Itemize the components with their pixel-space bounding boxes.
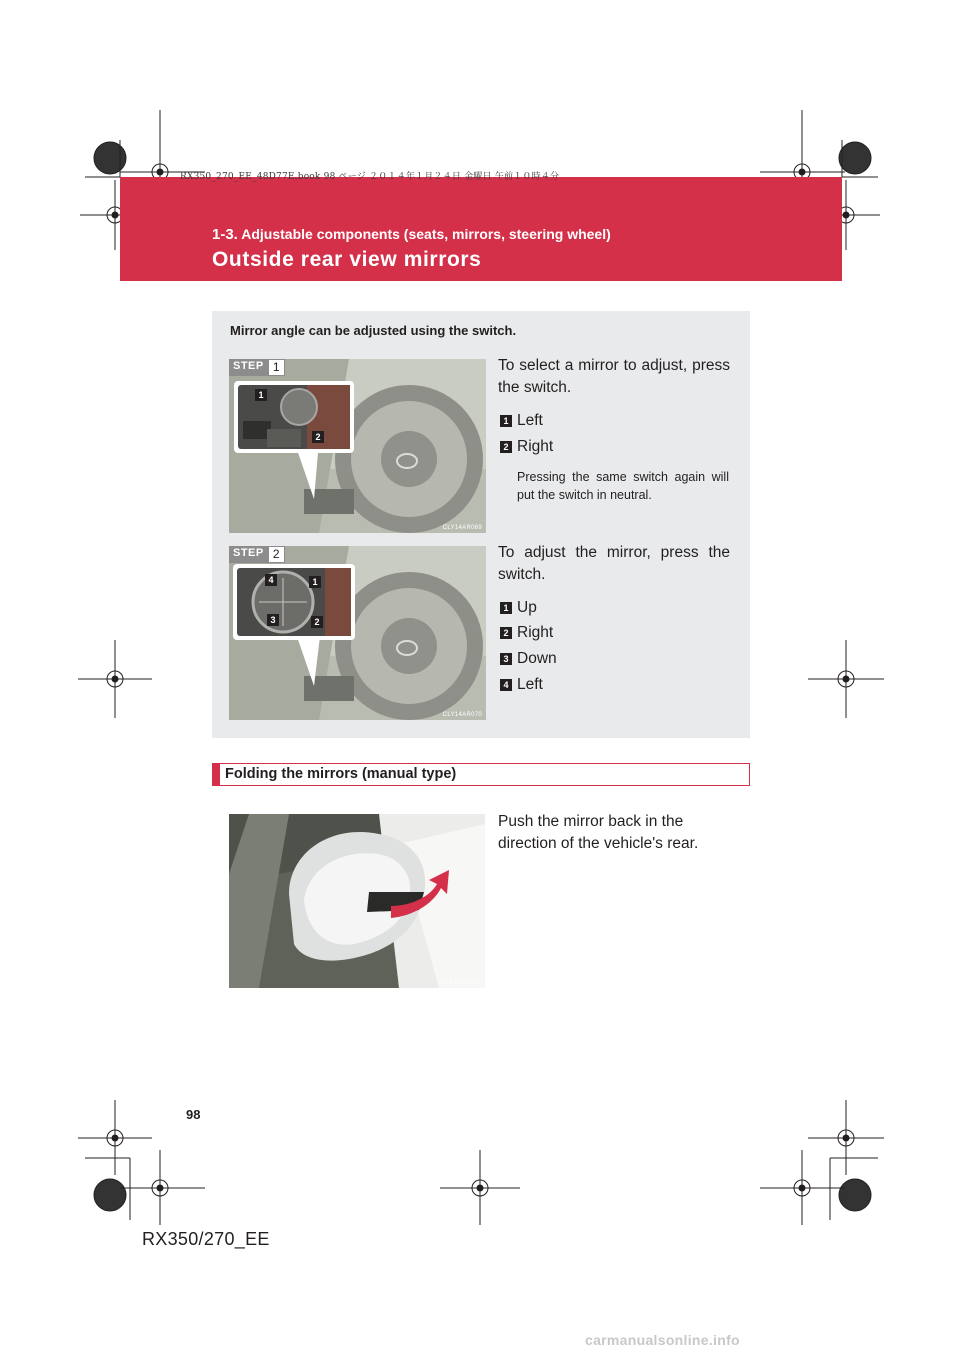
callout-badge: 1 bbox=[309, 576, 321, 588]
marker-badge: 1 bbox=[500, 415, 512, 427]
marker-badge: 4 bbox=[500, 679, 512, 691]
item-label: Left bbox=[517, 412, 543, 429]
page-number: 98 bbox=[186, 1107, 201, 1122]
step-word: STEP bbox=[229, 359, 268, 376]
callout-badge: 3 bbox=[267, 614, 279, 626]
step-word: STEP bbox=[229, 546, 268, 563]
list-item bbox=[500, 623, 553, 643]
folding-heading: Folding the mirrors (manual type) bbox=[212, 763, 750, 786]
step-1-note: Pressing the same switch again will put the switch in neutral. bbox=[517, 470, 729, 502]
marker-badge: 1 bbox=[500, 602, 512, 614]
step-2-figure bbox=[229, 546, 486, 720]
figure-code: CLY14AR070 bbox=[442, 712, 482, 718]
marker-badge: 2 bbox=[500, 441, 512, 453]
item-label: Down bbox=[517, 650, 557, 667]
step-1-text: To select a mirror to adjust, press the switch. bbox=[498, 357, 730, 396]
marker-badge: 2 bbox=[500, 627, 512, 639]
item-label: Right bbox=[517, 624, 554, 641]
section-label bbox=[212, 226, 611, 243]
marker-badge: 3 bbox=[500, 653, 512, 665]
item-label: Up bbox=[517, 599, 537, 616]
step-1-figure bbox=[229, 359, 486, 533]
folding-text: Push the mirror back in the direction of the vehicle's rear. bbox=[498, 813, 699, 852]
step-2-tag bbox=[229, 546, 285, 563]
callout-badge: 1 bbox=[255, 389, 267, 401]
step-number: 2 bbox=[268, 546, 285, 563]
figure-code: CLY14AR071 bbox=[441, 980, 481, 986]
folding-figure bbox=[229, 814, 485, 988]
watermark: carmanualsonline.info bbox=[585, 1332, 740, 1348]
step-1-tag bbox=[229, 359, 285, 376]
intro-text: Mirror angle can be adjusted using the switch. bbox=[230, 323, 517, 338]
mirror-fold-illustration-icon bbox=[229, 814, 485, 988]
step-number: 1 bbox=[268, 359, 285, 376]
step-2-text: To adjust the mirror, press the switch. bbox=[498, 544, 730, 583]
section-title: Adjustable components (seats, mirrors, steering wheel) bbox=[241, 226, 611, 242]
footer-model: RX350/270_EE bbox=[142, 1229, 270, 1249]
section-number: 1-3. bbox=[212, 226, 238, 243]
item-label: Left bbox=[517, 676, 543, 693]
item-label: Right bbox=[517, 438, 554, 455]
print-slug: RX350_270_EE_48D77E.book 98 ページ ２０１４年１月２４日 金曜日 午前１０時４分 bbox=[180, 172, 560, 182]
list-item bbox=[500, 675, 543, 695]
list-item bbox=[500, 649, 557, 669]
figure-code: CLY14AR069 bbox=[442, 525, 482, 531]
callout-badge: 2 bbox=[312, 431, 324, 443]
page-title: Outside rear view mirrors bbox=[212, 248, 482, 271]
list-item bbox=[500, 437, 553, 457]
switch-up-down-illustration-icon bbox=[229, 546, 486, 720]
callout-badge: 2 bbox=[311, 616, 323, 628]
list-item bbox=[500, 598, 537, 618]
list-item bbox=[500, 411, 543, 431]
callout-badge: 4 bbox=[265, 574, 277, 586]
switch-left-right-illustration-icon bbox=[229, 359, 486, 533]
